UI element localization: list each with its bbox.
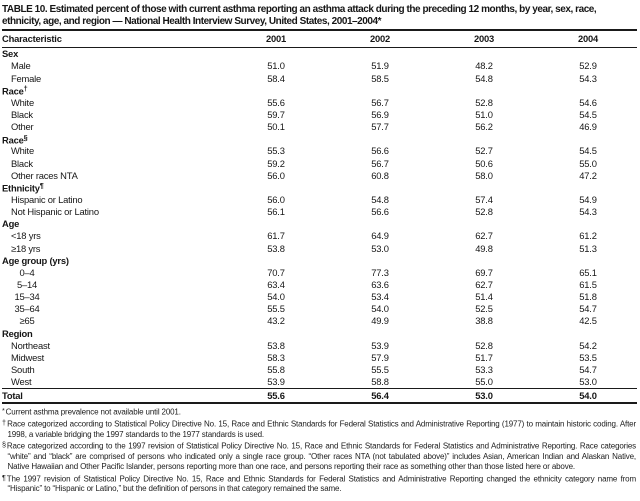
row-label-text: Black	[11, 109, 33, 121]
cell-value: 56.0	[267, 169, 285, 181]
row-label-text: White	[11, 96, 34, 108]
cell-value: 54.8	[475, 72, 493, 84]
cell-value: 56.6	[371, 206, 389, 218]
row-label	[0, 73, 224, 84]
row-label	[0, 158, 224, 169]
cell-value: 54.0	[371, 303, 389, 315]
cell-value: 58.4	[267, 72, 285, 84]
cell-value: 51.3	[579, 242, 597, 254]
cell-value: 58.8	[371, 376, 389, 388]
row-label	[0, 230, 224, 241]
cell-value: 56.6	[371, 145, 389, 157]
footnote-marker: ¶	[39, 181, 44, 191]
footnote: §Race categorized according to the 1997 revision of Statistical Policy Directive No. 15, Race and Ethnic Standards for Federal Statistics and Administrative Reporting. Race categories “white” and “black” are comprised of persons who indicated only a single race group. “Other races NTA (not tabulated above)” includes Asian, American Indian and Alaskan Native, Native Hawaiian and Other Pacific Islander, persons reporting more than one race, and persons reporting their race as something other than those listed here or above.	[2, 440, 636, 472]
row-label	[0, 340, 224, 351]
row-label	[0, 315, 224, 326]
cell-value: 65.1	[579, 266, 597, 278]
table-body	[0, 48, 640, 388]
cell-value: 51.0	[475, 109, 493, 121]
cell-value: 59.2	[267, 157, 285, 169]
table-row	[0, 60, 640, 72]
cell-value: 56.7	[371, 96, 389, 108]
cell-value: 58.0	[475, 169, 493, 181]
section-header-row	[0, 84, 640, 96]
cell-value: 56.1	[267, 206, 285, 218]
row-label-text: White	[11, 145, 34, 157]
cell-value: 55.5	[371, 364, 389, 375]
row-label	[0, 376, 224, 387]
row-label	[0, 303, 224, 314]
footnote-marker: §	[23, 132, 28, 142]
cell-value: 54.7	[579, 364, 597, 375]
row-label	[0, 194, 224, 205]
total-value-2004: 54.0	[579, 389, 597, 401]
total-value-2003: 53.0	[475, 389, 493, 401]
section-label: Ethnicity¶	[2, 181, 44, 194]
table-row	[0, 193, 640, 205]
row-label-text: 0–4	[19, 266, 35, 278]
row-label-text: 35–64	[14, 303, 40, 315]
row-label	[0, 352, 224, 363]
row-label	[0, 267, 224, 278]
row-label	[0, 121, 224, 132]
cell-value: 56.9	[371, 109, 389, 121]
total-value-2002: 56.4	[371, 389, 389, 401]
cell-value: 53.4	[371, 291, 389, 303]
section-header-row	[0, 133, 640, 145]
cell-value: 61.7	[267, 230, 285, 242]
row-label-text: Other races NTA	[11, 169, 78, 181]
cell-value: 54.5	[579, 109, 597, 121]
cell-value: 58.5	[371, 72, 389, 84]
table-row	[0, 230, 640, 242]
footnote: *Current asthma prevalence not available until 2001.	[2, 406, 181, 417]
cell-value: 52.9	[579, 60, 597, 72]
cell-value: 62.7	[475, 279, 493, 291]
total-label: Total	[2, 389, 23, 401]
table-row	[0, 376, 640, 388]
cell-value: 46.9	[579, 121, 597, 133]
cell-value: 54.3	[579, 72, 597, 84]
cell-value: 50.1	[267, 121, 285, 133]
cell-value: 42.5	[579, 315, 597, 327]
table-row	[0, 96, 640, 108]
table-row	[0, 315, 640, 327]
cell-value: 53.9	[267, 376, 285, 388]
table-row	[0, 157, 640, 169]
row-label-text: Not Hispanic or Latino	[11, 206, 99, 218]
cell-value: 51.7	[475, 351, 493, 363]
table-row	[0, 303, 640, 315]
section-header-row	[0, 327, 640, 339]
cell-value: 43.2	[267, 315, 285, 327]
cell-value: 52.8	[475, 206, 493, 218]
cell-value: 59.7	[267, 109, 285, 121]
cell-value: 53.5	[579, 351, 597, 363]
cell-value: 56.0	[267, 194, 285, 206]
row-label	[0, 206, 224, 217]
row-label-text: Female	[11, 72, 42, 84]
cell-value: 61.2	[579, 230, 597, 242]
row-label-text: Hispanic or Latino	[11, 194, 83, 206]
row-label-text: West	[11, 376, 32, 388]
row-label-text: ≥65	[19, 315, 35, 327]
cell-value: 55.0	[475, 376, 493, 388]
table-row	[0, 351, 640, 363]
section-label: Age	[2, 218, 20, 230]
cell-value: 57.4	[475, 194, 493, 206]
cell-value: 54.0	[267, 291, 285, 303]
cell-value: 53.9	[371, 339, 389, 351]
cell-value: 54.9	[579, 194, 597, 206]
row-label	[0, 243, 224, 254]
row-label	[0, 364, 224, 375]
table-row	[0, 145, 640, 157]
cell-value: 57.9	[371, 351, 389, 363]
cell-value: 55.5	[267, 303, 285, 315]
row-label	[0, 279, 224, 290]
table-row	[0, 266, 640, 278]
cell-value: 51.0	[267, 60, 285, 72]
footnote: ¶The 1997 revision of Statistical Policy Directive No. 15, Race and Ethnic Standards for Federal Statistics and Administrative Reporting changed the ethnicity category name from “Hispanic” to “Hispanic or Latino,” but the definition of persons in that category remained the same.	[2, 472, 636, 494]
row-label-text: South	[11, 364, 35, 375]
cell-value: 51.9	[371, 60, 389, 72]
cell-value: 53.8	[267, 242, 285, 254]
total-row	[0, 389, 640, 402]
column-header-2004: 2004	[577, 33, 599, 45]
cell-value: 53.3	[475, 364, 493, 375]
cell-value: 63.6	[371, 279, 389, 291]
cell-value: 56.7	[371, 157, 389, 169]
row-label	[0, 291, 224, 302]
cell-value: 58.3	[267, 351, 285, 363]
section-header-row	[0, 48, 640, 60]
section-header-row	[0, 181, 640, 193]
cell-value: 54.3	[579, 206, 597, 218]
table-header-row	[0, 31, 640, 47]
section-label: Age group (yrs)	[2, 254, 69, 266]
row-label-text: Northeast	[11, 339, 50, 351]
footnote-symbol: §	[2, 440, 6, 450]
row-label	[0, 60, 224, 71]
cell-value: 51.8	[579, 291, 597, 303]
cell-value: 69.7	[475, 266, 493, 278]
cell-value: 55.8	[267, 364, 285, 375]
table-row	[0, 242, 640, 254]
row-label	[0, 170, 224, 181]
row-label-text: ≥18 yrs	[11, 242, 41, 254]
cell-value: 49.8	[475, 242, 493, 254]
cell-value: 61.5	[579, 279, 597, 291]
footnote-symbol: †	[2, 417, 7, 427]
row-label	[0, 97, 224, 108]
cell-value: 54.2	[579, 339, 597, 351]
column-header-2001: 2001	[265, 33, 287, 45]
cell-value: 60.8	[371, 169, 389, 181]
cell-value: 52.8	[475, 339, 493, 351]
footnote-symbol: ¶	[2, 472, 6, 482]
cell-value: 77.3	[371, 266, 389, 278]
row-label-text: Male	[11, 60, 31, 72]
footnote: †Race categorized according to Statistical Policy Directive No. 15, Race and Ethnic Standards for Federal Statistics and Administrative Reporting (1977) to maintain historic coding. After 1998, a variable bridging the 1997 standards to the 1977 standards is used.	[2, 417, 636, 439]
row-label-text: 15–34	[14, 291, 40, 303]
cell-value: 54.6	[579, 96, 597, 108]
cell-value: 55.0	[579, 157, 597, 169]
row-label-text: Black	[11, 157, 33, 169]
cell-value: 48.2	[475, 60, 493, 72]
footnote-symbol: *	[2, 406, 5, 416]
footnote-marker: †	[23, 84, 28, 94]
cell-value: 49.9	[371, 315, 389, 327]
cell-value: 62.7	[475, 230, 493, 242]
cell-value: 38.8	[475, 315, 493, 327]
table-row	[0, 291, 640, 303]
cell-value: 53.0	[371, 242, 389, 254]
row-label	[0, 109, 224, 120]
cell-value: 64.9	[371, 230, 389, 242]
cell-value: 55.3	[267, 145, 285, 157]
cell-value: 47.2	[579, 169, 597, 181]
cell-value: 52.5	[475, 303, 493, 315]
section-header-row	[0, 254, 640, 266]
footnotes	[0, 404, 640, 495]
cell-value: 53.8	[267, 339, 285, 351]
cell-value: 50.6	[475, 157, 493, 169]
table-row	[0, 72, 640, 84]
row-label-text: Other	[11, 121, 34, 133]
table-row	[0, 108, 640, 120]
total-value-2001: 55.6	[267, 389, 285, 401]
row-label	[0, 145, 224, 156]
column-header-2002: 2002	[369, 33, 391, 45]
cell-value: 51.4	[475, 291, 493, 303]
column-header-characteristic: Characteristic	[2, 33, 62, 45]
table-row	[0, 121, 640, 133]
table-row	[0, 169, 640, 181]
cell-value: 54.8	[371, 194, 389, 206]
section-label: Region	[2, 327, 33, 339]
row-label-text: <18 yrs	[11, 230, 41, 242]
section-header-row	[0, 218, 640, 230]
section-label: Sex	[2, 48, 19, 60]
table-title: TABLE 10. Estimated percent of those with current asthma reporting an asthma attack during the preceding 12 months, by year, sex, race, ethnicity, age, and region — National Health Interview Survey, United States, 2001–2004*	[2, 4, 597, 27]
table-row	[0, 363, 640, 375]
section-label: Race§	[2, 132, 28, 146]
column-header-2003: 2003	[473, 33, 495, 45]
section-label: Race†	[2, 84, 28, 97]
cell-value: 55.6	[267, 96, 285, 108]
cell-value: 54.7	[579, 303, 597, 315]
cell-value: 70.7	[267, 266, 285, 278]
table-row	[0, 206, 640, 218]
table-row	[0, 339, 640, 351]
cell-value: 63.4	[267, 279, 285, 291]
cell-value: 56.2	[475, 121, 493, 133]
cell-value: 54.5	[579, 145, 597, 157]
cell-value: 53.0	[579, 376, 597, 388]
row-label-text: 5–14	[16, 279, 38, 291]
cell-value: 57.7	[371, 121, 389, 133]
cell-value: 52.8	[475, 96, 493, 108]
row-label-text: Midwest	[11, 351, 44, 363]
cell-value: 52.7	[475, 145, 493, 157]
table-row	[0, 278, 640, 290]
